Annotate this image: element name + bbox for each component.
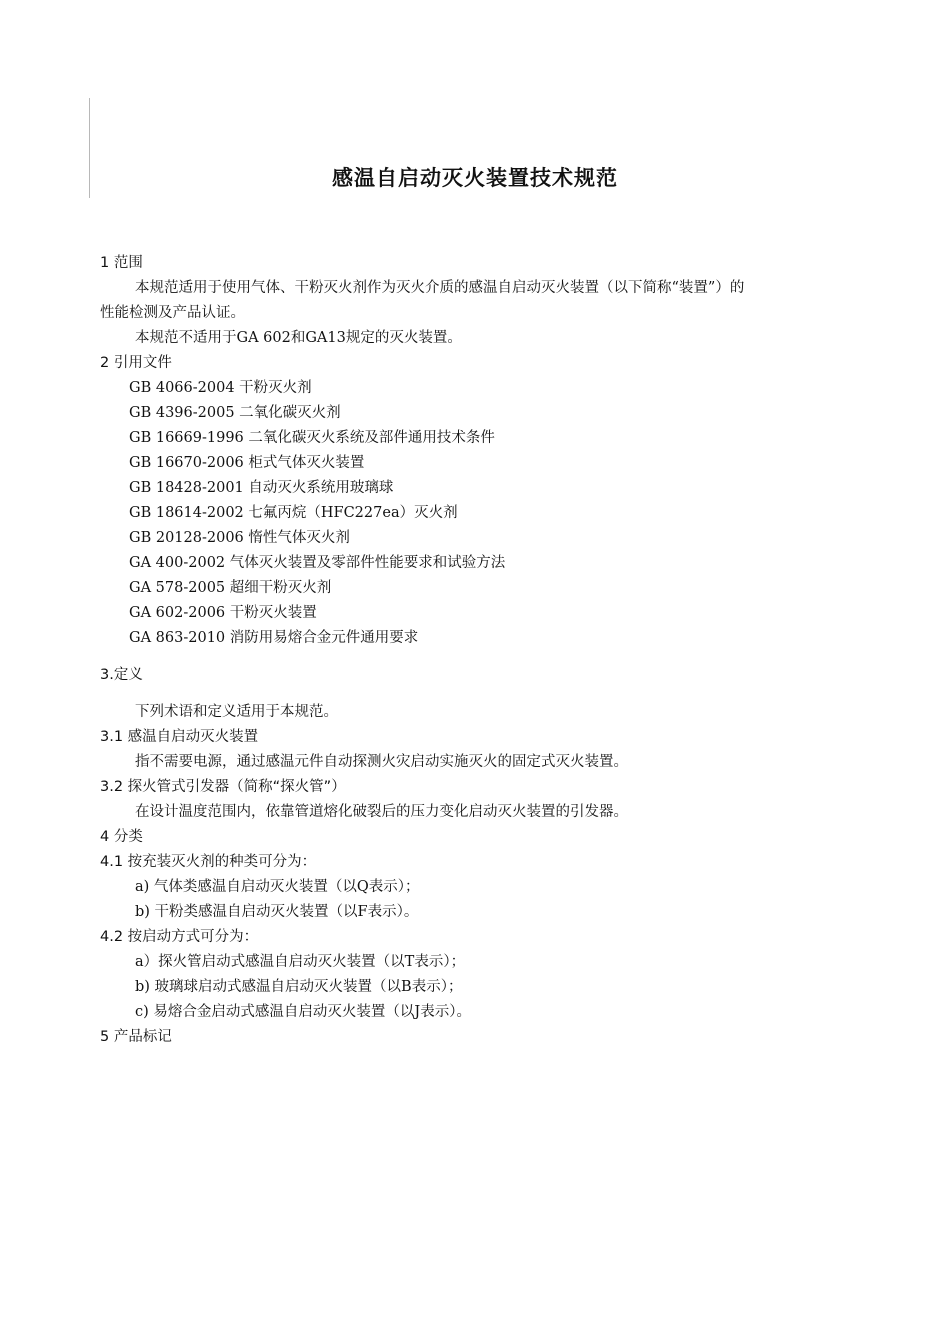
document-title: 感温自启动灭火装置技术规范: [332, 166, 618, 190]
definition-3-2-heading: 3.2 探火管式引发器（简称“探火管”）: [100, 779, 346, 795]
classification-item: a）探火管启动式感温自启动灭火装置（以T表示）；: [135, 954, 466, 970]
classification-item: c) 易熔合金启动式感温自启动灭火装置（以J表示）。: [135, 1004, 471, 1020]
section-1-paragraph-1: 本规范适用于使用气体、干粉灭火剂作为灭火介质的感温自启动灭火装置（以下简称“装置”）的: [135, 280, 745, 296]
section-4-heading: 4 分类: [100, 829, 143, 845]
reference-item: GA 578-2005 超细干粉灭火剂: [129, 580, 332, 596]
reference-item: GB 18614-2002 七氟丙烷（HFC227ea）灭火剂: [129, 505, 458, 521]
reference-item: GB 20128-2006 惰性气体灭火剂: [129, 530, 350, 546]
reference-item: GB 4396-2005 二氧化碳灭火剂: [129, 405, 341, 421]
section-3-intro: 下列术语和定义适用于本规范。: [135, 704, 338, 720]
section-3-heading: 3.定义: [100, 667, 143, 683]
section-1-paragraph-1-continued: 性能检测及产品认证。: [100, 305, 245, 321]
section-5-heading: 5 产品标记: [100, 1029, 172, 1045]
definition-3-1-heading: 3.1 感温自启动灭火装置: [100, 729, 259, 745]
definition-3-2-text: 在设计温度范围内，依靠管道熔化破裂后的压力变化启动灭火装置的引发器。: [135, 804, 628, 820]
reference-item: GA 400-2002 气体灭火装置及零部件性能要求和试验方法: [129, 555, 506, 571]
reference-item: GA 602-2006 干粉灭火装置: [129, 605, 317, 621]
section-1-paragraph-2: 本规范不适用于GA 602和GA13规定的灭火装置。: [135, 330, 462, 346]
section-4-2-heading: 4.2 按启动方式可分为：: [100, 929, 259, 945]
reference-item: GB 16670-2006 柜式气体灭火装置: [129, 455, 365, 471]
definition-3-1-text: 指不需要电源，通过感温元件自动探测火灾启动实施灭火的固定式灭火装置。: [135, 754, 628, 770]
classification-item: b) 干粉类感温自启动灭火装置（以F表示）。: [135, 904, 419, 920]
reference-item: GB 4066-2004 干粉灭火剂: [129, 380, 312, 396]
reference-item: GB 18428-2001 自动灭火系统用玻璃球: [129, 480, 394, 496]
section-2-heading: 2 引用文件: [100, 355, 172, 371]
classification-item: a) 气体类感温自启动灭火装置（以Q表示）；: [135, 879, 420, 895]
reference-item: GA 863-2010 消防用易熔合金元件通用要求: [129, 630, 419, 646]
reference-item: GB 16669-1996 二氧化碳灭火系统及部件通用技术条件: [129, 430, 495, 446]
section-4-1-heading: 4.1 按充装灭火剂的种类可分为：: [100, 854, 317, 870]
classification-item: b) 玻璃球启动式感温自启动灭火装置（以B表示）；: [135, 979, 463, 995]
section-1-heading: 1 范围: [100, 255, 143, 271]
